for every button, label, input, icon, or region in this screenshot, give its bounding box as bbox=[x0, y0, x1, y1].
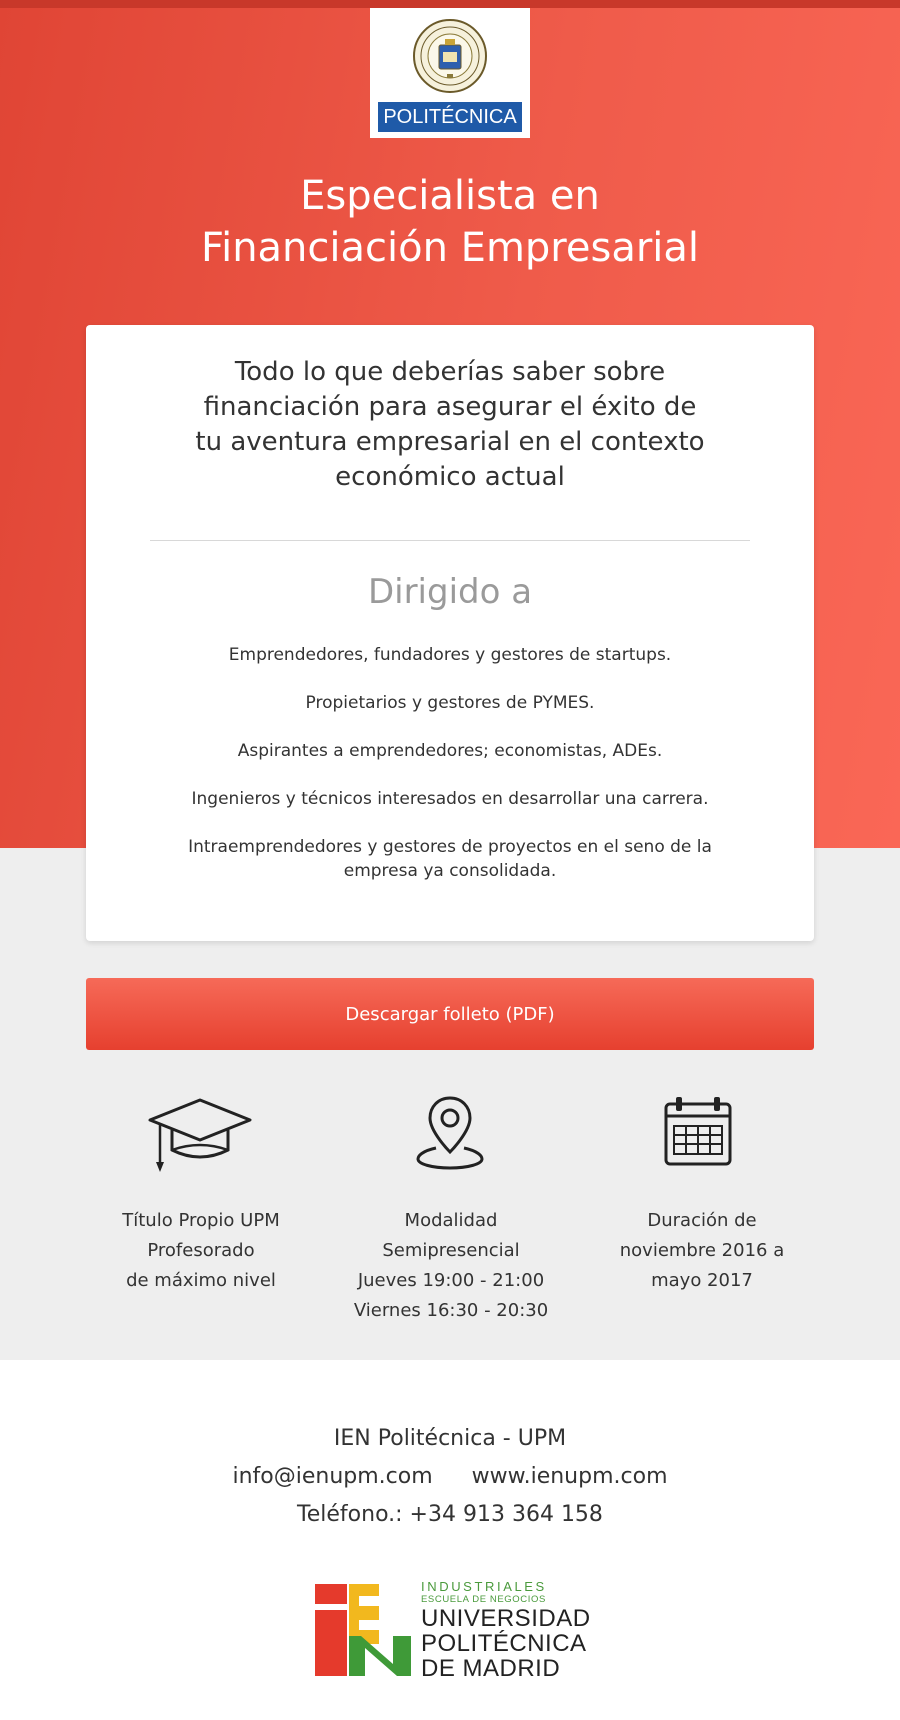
audience-item: Ingenieros y técnicos interesados en desarrollar una carrera. bbox=[191, 789, 709, 809]
intro-line: económico actual bbox=[335, 462, 565, 492]
download-brochure-button[interactable]: Descargar folleto (PDF) bbox=[86, 978, 814, 1050]
feature-line: mayo 2017 bbox=[651, 1270, 753, 1291]
contact-phone: Teléfono.: +34 913 364 158 bbox=[297, 1502, 603, 1527]
audience-list bbox=[126, 643, 774, 907]
intro-line: tu aventura empresarial en el contexto bbox=[195, 427, 705, 457]
audience-item: Propietarios y gestores de PYMES. bbox=[305, 693, 595, 713]
feature-line: Modalidad bbox=[404, 1210, 498, 1231]
ien-line: POLITÉCNICA bbox=[421, 1630, 587, 1657]
feature-duration bbox=[582, 1206, 822, 1296]
feature-line: Jueves 19:00 - 21:00 bbox=[357, 1270, 545, 1291]
graduation-cap-icon bbox=[148, 1094, 252, 1174]
feature-title bbox=[81, 1206, 321, 1296]
title-line-2: Financiación Empresarial bbox=[200, 225, 700, 271]
ien-upm-logo bbox=[315, 1580, 590, 1680]
contact-org: IEN Politécnica - UPM bbox=[333, 1426, 567, 1451]
feature-line: noviembre 2016 a bbox=[619, 1240, 785, 1261]
feature-schedule bbox=[331, 1206, 571, 1326]
intro-line: Todo lo que deberías saber sobre bbox=[234, 357, 666, 387]
feature-line: Viernes 16:30 - 20:30 bbox=[353, 1300, 549, 1321]
page-title bbox=[0, 170, 900, 274]
ien-line: INDUSTRIALES bbox=[421, 1579, 547, 1594]
contact-email-link[interactable]: info@ienupm.com bbox=[232, 1464, 433, 1489]
ien-line: DE MADRID bbox=[421, 1655, 561, 1682]
audience-item: Intraemprendedores y gestores de proyectos en el seno de la empresa ya consolidada. bbox=[188, 837, 712, 881]
ien-line: ESCUELA DE NEGOCIOS bbox=[421, 1594, 546, 1605]
feature-line: Duración de bbox=[647, 1210, 757, 1231]
location-pin-icon bbox=[414, 1094, 486, 1170]
audience-heading: Dirigido a bbox=[367, 572, 533, 612]
ien-logo-text bbox=[421, 1580, 591, 1681]
card-divider bbox=[150, 540, 750, 541]
ien-line: UNIVERSIDAD bbox=[421, 1605, 591, 1632]
feature-line: Profesorado bbox=[147, 1240, 255, 1261]
audience-item: Aspirantes a emprendedores; economistas, ADEs. bbox=[237, 741, 663, 761]
audience-item: Emprendedores, fundadores y gestores de startups. bbox=[228, 645, 672, 665]
card-intro bbox=[146, 355, 754, 495]
calendar-icon bbox=[662, 1094, 734, 1168]
info-card bbox=[86, 325, 814, 941]
ien-mark-icon bbox=[315, 1580, 415, 1680]
feature-line: de máximo nivel bbox=[126, 1270, 276, 1291]
title-line-1: Especialista en bbox=[300, 173, 600, 219]
top-bar bbox=[0, 0, 900, 8]
feature-line: Semipresencial bbox=[382, 1240, 520, 1261]
contact-website-link[interactable]: www.ienupm.com bbox=[471, 1464, 668, 1489]
upm-logo bbox=[370, 8, 530, 138]
upm-seal-icon bbox=[412, 14, 488, 98]
contact-links bbox=[0, 1462, 900, 1492]
upm-logo-wordmark: POLITÉCNICA bbox=[378, 102, 522, 132]
intro-line: financiación para asegurar el éxito de bbox=[203, 392, 697, 422]
feature-line: Título Propio UPM bbox=[122, 1210, 280, 1231]
